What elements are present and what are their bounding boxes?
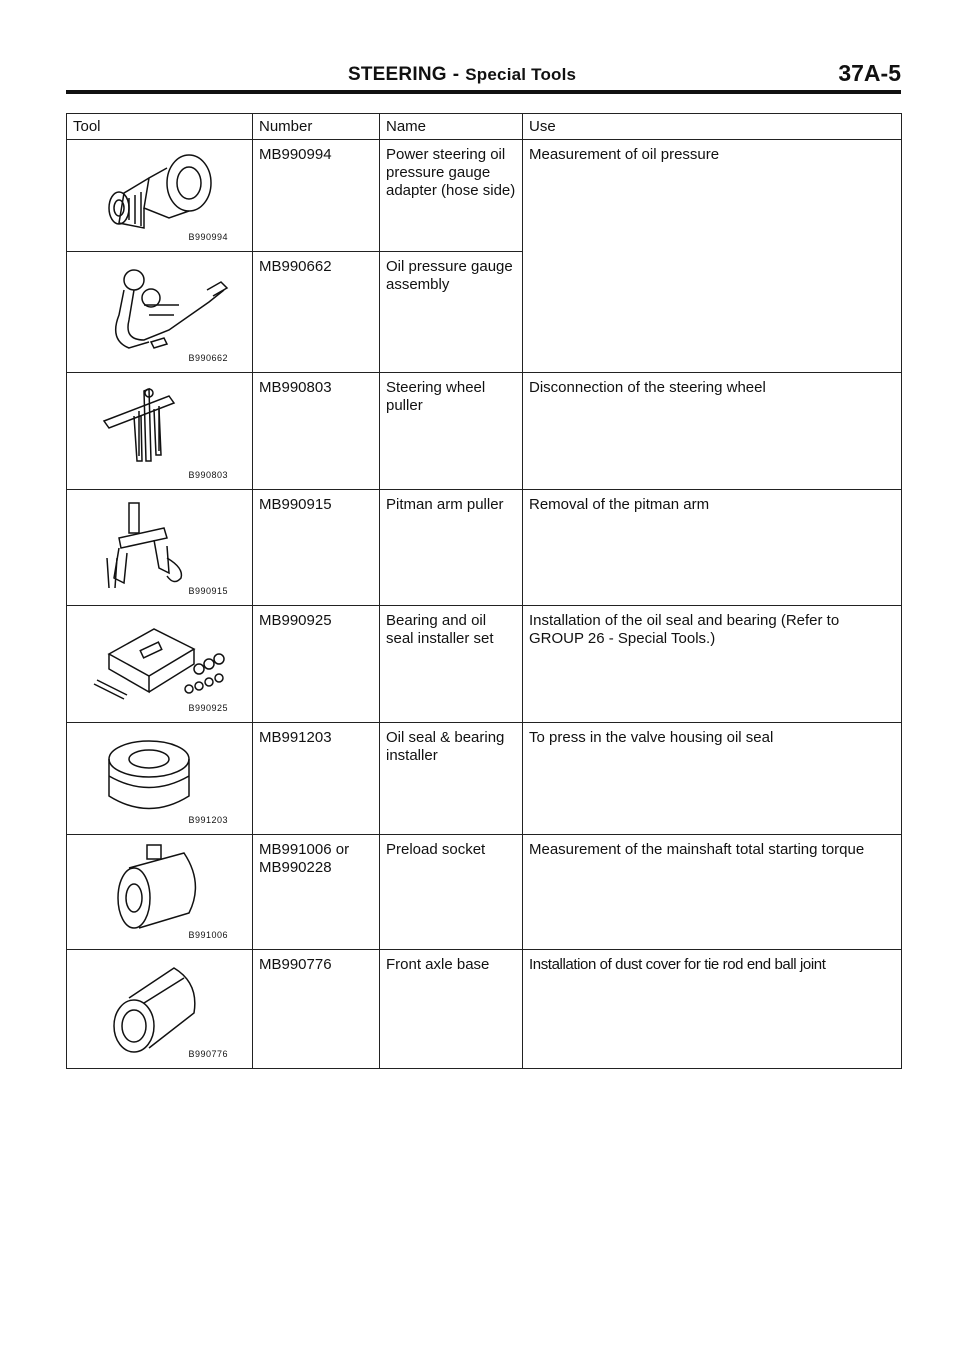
- subsection-name: Special Tools: [465, 65, 577, 84]
- section-name: STEERING: [348, 64, 447, 85]
- page-number: 37A-5: [838, 60, 901, 86]
- tool-number: MB990803: [253, 373, 380, 490]
- header-rule: [66, 90, 901, 94]
- tool-image-code: B990994: [188, 232, 228, 242]
- page-header: [66, 58, 901, 90]
- tool-use: Disconnection of the steering wheel: [523, 373, 902, 490]
- installer-set-icon: [89, 614, 239, 709]
- tool-image-code: B990915: [188, 586, 228, 596]
- column-header-tool: Tool: [67, 114, 253, 140]
- tool-name: Steering wheel puller: [380, 373, 523, 490]
- pitman-puller-icon: [89, 498, 229, 593]
- column-header-name: Name: [380, 114, 523, 140]
- table-row: [67, 606, 902, 723]
- axle-base-icon: [89, 958, 229, 1058]
- wheel-puller-icon: [89, 381, 229, 471]
- tool-image-code: B990803: [188, 470, 228, 480]
- table-row: [67, 950, 902, 1069]
- tool-number: MB990925: [253, 606, 380, 723]
- tool-image-cell: [67, 606, 253, 723]
- tool-image-code: B990776: [188, 1049, 228, 1059]
- tool-number: [253, 835, 380, 950]
- tool-image-code: B990662: [188, 353, 228, 363]
- tool-name: Pitman arm puller: [380, 490, 523, 606]
- tool-use: Measurement of the mainshaft total starting torque: [523, 835, 902, 950]
- tool-image-cell: [67, 723, 253, 835]
- tool-name: Preload socket: [380, 835, 523, 950]
- tool-number-line: MB991006 or: [259, 841, 350, 858]
- tool-image-cell: [67, 490, 253, 606]
- section-title: [348, 64, 576, 86]
- preload-socket-icon: [89, 843, 229, 938]
- tool-image-cell: [67, 140, 253, 252]
- tool-use: Measurement of oil pressure: [523, 140, 902, 373]
- tool-image-cell: [67, 950, 253, 1069]
- tool-image-code: B990925: [188, 703, 228, 713]
- special-tools-table: [66, 113, 902, 1069]
- tool-image-cell: [67, 835, 253, 950]
- tool-image-cell: [67, 373, 253, 490]
- tool-use: Removal of the pitman arm: [523, 490, 902, 606]
- tool-name: Bearing and oil seal installer set: [380, 606, 523, 723]
- table-row: [67, 373, 902, 490]
- tool-image-code: B991006: [188, 930, 228, 940]
- tool-name: Oil pressure gauge assembly: [380, 252, 523, 373]
- tool-number: MB991203: [253, 723, 380, 835]
- table-row: [67, 490, 902, 606]
- tool-name: Oil seal & bearing installer: [380, 723, 523, 835]
- pressure-gauge-assembly-icon: [89, 260, 229, 360]
- tool-use: Installation of dust cover for tie rod end ball joint: [523, 950, 902, 1069]
- title-separator: -: [452, 64, 460, 85]
- tool-name: Power steering oil pressure gauge adapter (hose side): [380, 140, 523, 252]
- table-header-row: [67, 114, 902, 140]
- tool-image-cell: [67, 252, 253, 373]
- table-row: [67, 140, 902, 252]
- tool-number: MB990662: [253, 252, 380, 373]
- table-row: [67, 723, 902, 835]
- table-row: [67, 835, 902, 950]
- tool-use: Installation of the oil seal and bearing (Refer to GROUP 26 - Special Tools.): [523, 606, 902, 723]
- tool-number: MB990915: [253, 490, 380, 606]
- column-header-use: Use: [523, 114, 902, 140]
- tool-number-line: MB990228: [259, 859, 332, 876]
- tool-image-code: B991203: [188, 815, 228, 825]
- tool-use: To press in the valve housing oil seal: [523, 723, 902, 835]
- tool-number: MB990994: [253, 140, 380, 252]
- tool-name: Front axle base: [380, 950, 523, 1069]
- column-header-number: Number: [253, 114, 380, 140]
- tool-number: MB990776: [253, 950, 380, 1069]
